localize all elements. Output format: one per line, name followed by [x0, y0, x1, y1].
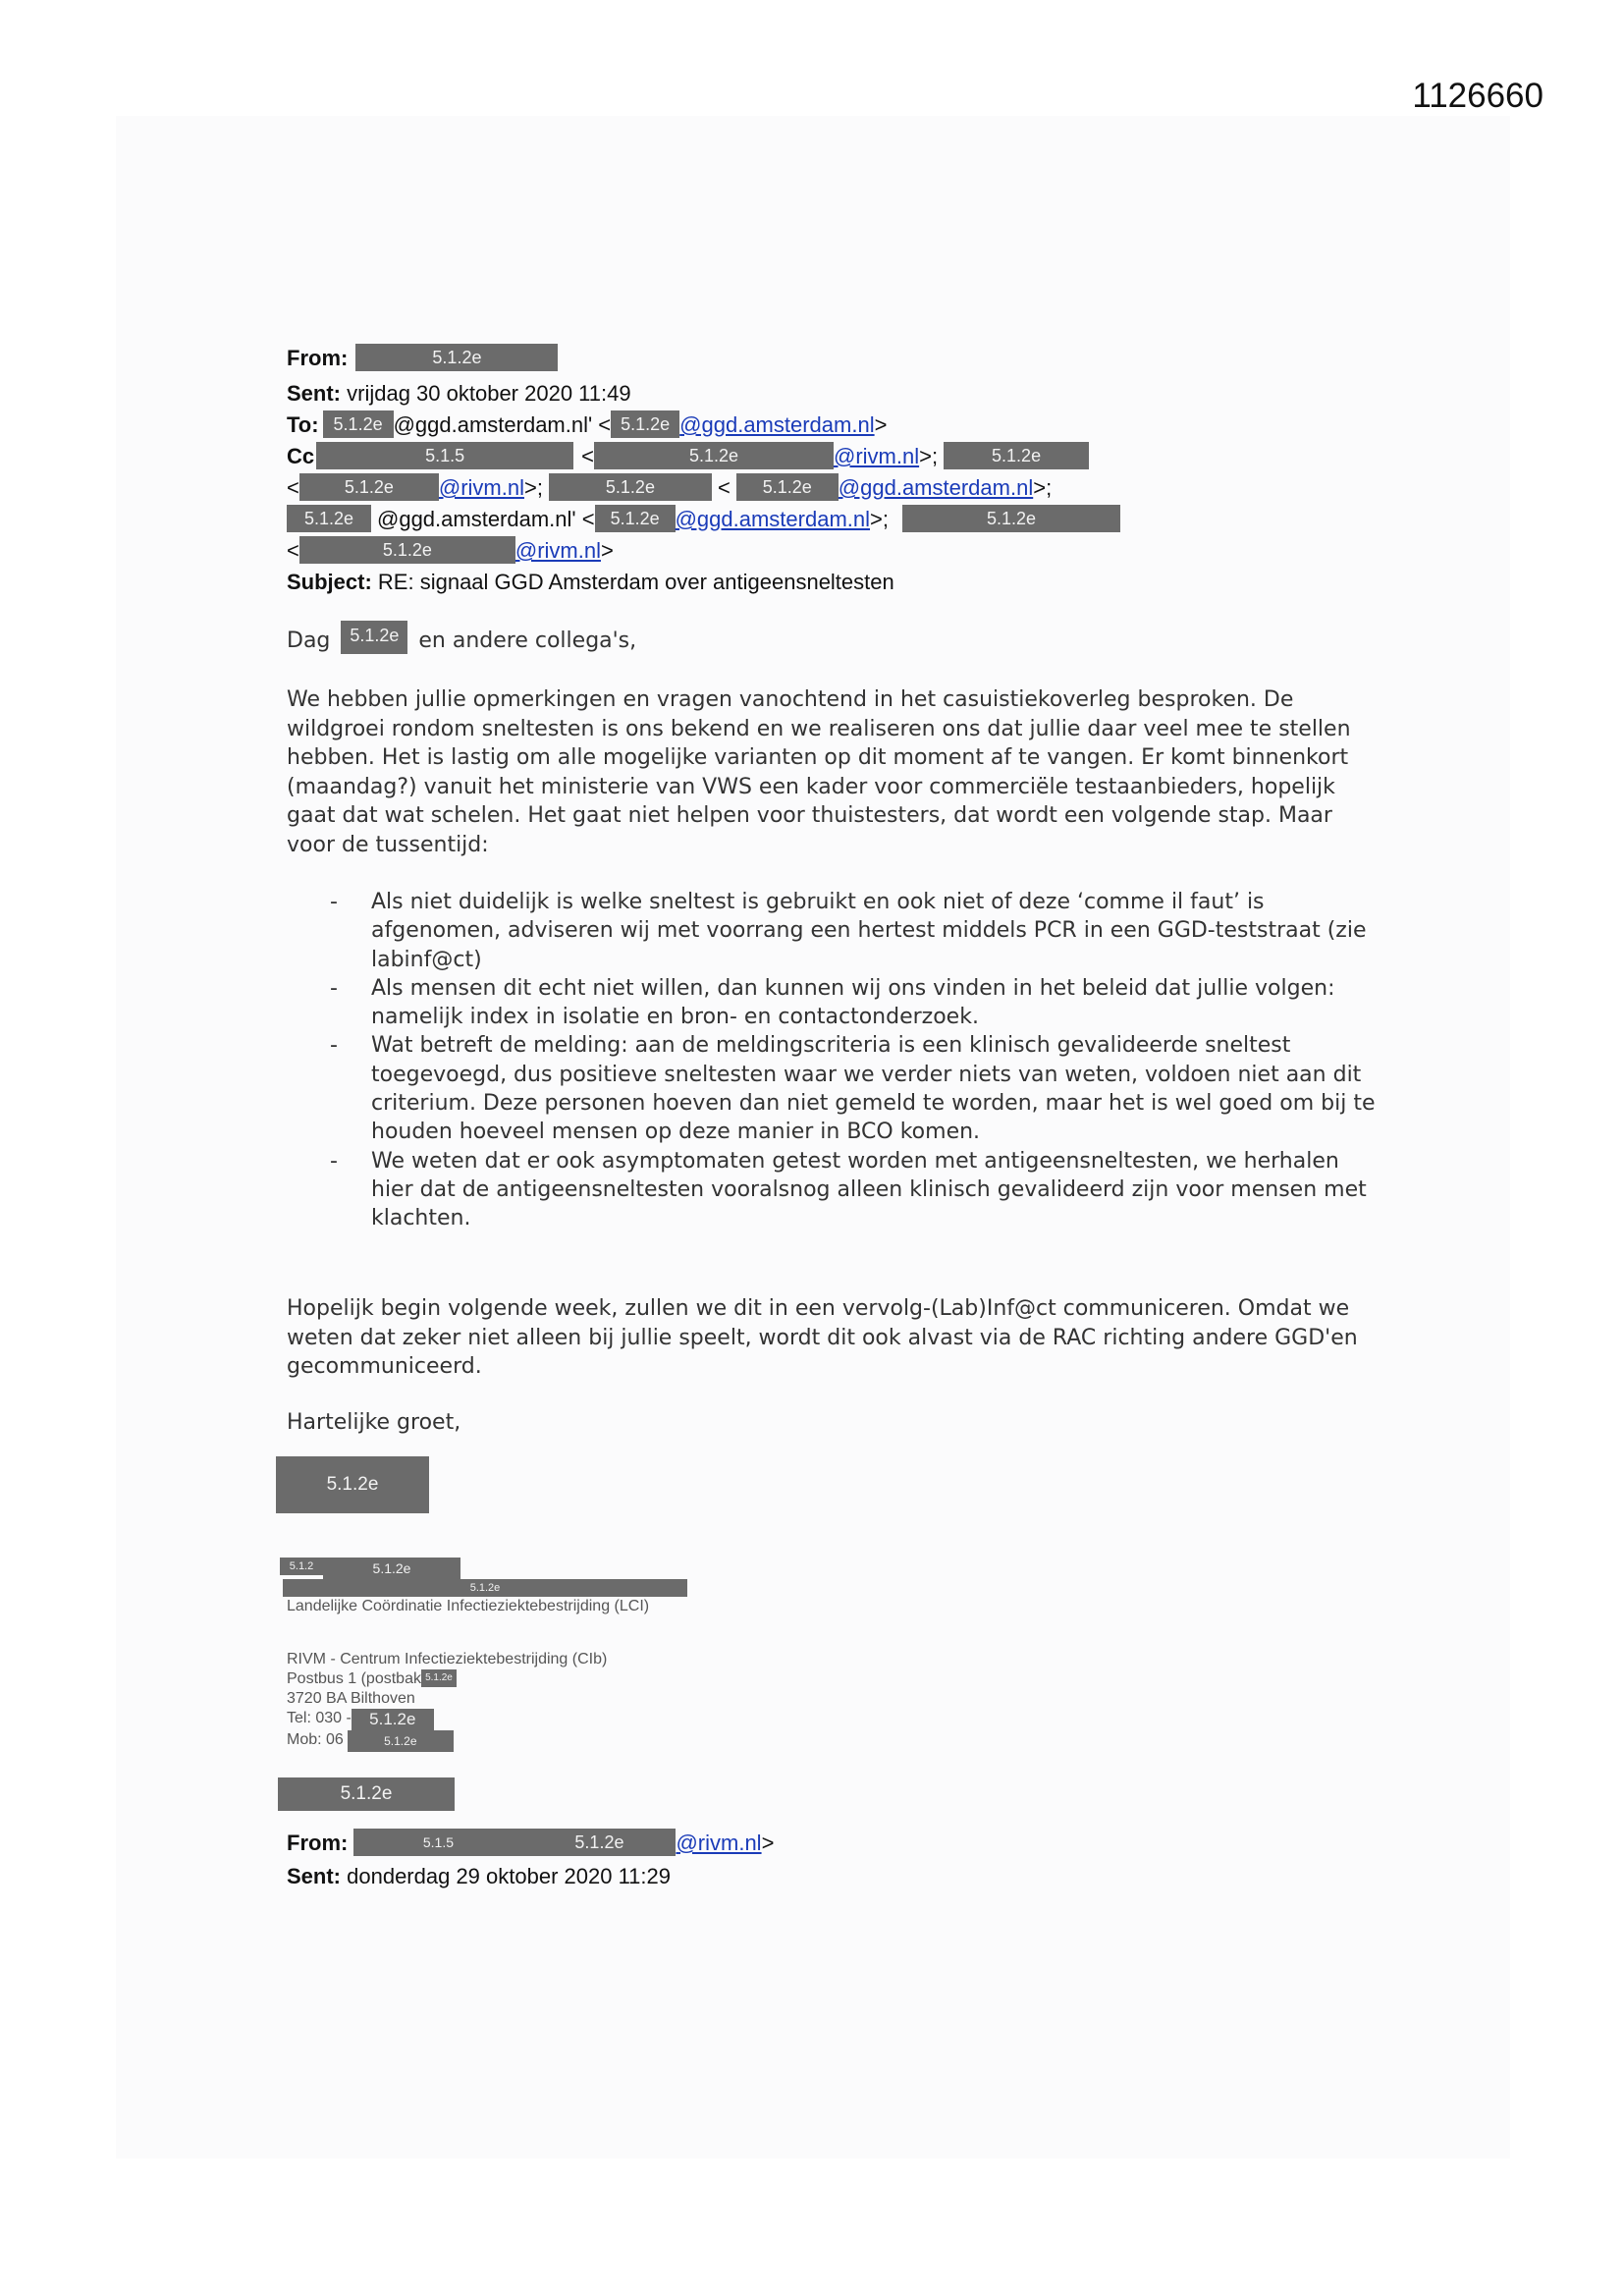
list-item	[287, 888, 1377, 974]
bullet-dash: -	[330, 975, 338, 1001]
redaction-box: 5.1.2e	[611, 410, 679, 438]
greeting-start: Dag	[287, 629, 331, 653]
redaction-box: 5.1.2e	[522, 1829, 676, 1856]
email-link[interactable]: @rivm.nl	[514, 538, 601, 563]
quoted-from-label: From:	[287, 1831, 349, 1855]
separator: >;	[1033, 475, 1053, 500]
sent-line	[287, 379, 631, 409]
redaction-box: 5.1.2	[280, 1558, 323, 1575]
email-link[interactable]: @ggd.amsterdam.nl	[838, 475, 1034, 500]
to-line	[287, 410, 887, 440]
signature-mob	[287, 1730, 454, 1752]
bracket-open: <	[717, 475, 731, 500]
redaction-box: 5.1.2e	[549, 473, 712, 501]
email-link[interactable]: @ggd.amsterdam.nl	[679, 412, 875, 437]
redaction-box: 5.1.2e	[283, 1579, 687, 1597]
redaction-box: 5.1.2e	[902, 505, 1120, 532]
signature-tel	[287, 1709, 434, 1730]
redaction-box: 5.1.2e	[276, 1456, 429, 1513]
redaction-box: 5.1.2e	[944, 442, 1089, 469]
bullet-text: Wat betreft de melding: aan de meldingscriteria is een klinisch gevalideerde sneltest toegevoegd, dus positieve sneltesten waar we verder niets van weten, voldoen niet aan dit criterium. Deze personen hoeven dan niet gemeld te worden, maar het is wel goed om bij te houden hoeveel mensen op deze manier in BCO komen.	[371, 1033, 1376, 1145]
bullet-dash: -	[330, 1033, 338, 1059]
greeting-end: en andere collega's,	[418, 629, 637, 653]
sent-label: Sent:	[287, 381, 341, 406]
bullet-text: We weten dat er ook asymptomaten getest worden met antigeensneltesten, we herhalen hier dat de antigeensneltesten vooralsnog alleen klinisch gevalideerd zijn voor mensen met klachten.	[371, 1148, 1367, 1231]
redaction-box: 5.1.2e	[594, 442, 834, 469]
quoted-from-line	[287, 1829, 774, 1858]
redaction-box: 5.1.2e	[278, 1777, 455, 1811]
quoted-sent-label: Sent:	[287, 1864, 341, 1888]
email-link[interactable]: @rivm.nl	[438, 475, 524, 500]
bullet-list	[287, 888, 1377, 1233]
redaction-box: 5.1.2e	[299, 473, 439, 501]
subject-value: RE: signaal GGD Amsterdam over antigeensneltesten	[377, 570, 894, 594]
redaction-box: 5.1.5	[316, 442, 573, 469]
redaction-box: 5.1.2e	[287, 505, 371, 532]
redaction-box: 5.1.2e	[348, 1730, 454, 1752]
cc-line-4	[287, 536, 614, 566]
separator: >;	[919, 444, 939, 468]
to-address-text: @ggd.amsterdam.nl' <	[393, 412, 612, 437]
list-item	[287, 974, 1377, 1032]
list-item	[287, 1147, 1377, 1233]
separator: >;	[523, 475, 543, 500]
bullet-dash: -	[330, 890, 338, 914]
redaction-box: 5.1.2e	[595, 505, 676, 532]
email-link[interactable]: @ggd.amsterdam.nl	[675, 507, 871, 531]
from-label: From:	[287, 346, 349, 370]
cc-line-2	[287, 473, 1052, 503]
redaction-box: 5.1.2e	[736, 473, 839, 501]
bracket-close: >	[761, 1831, 775, 1855]
cc-line-1	[287, 442, 1089, 471]
cc-line-3	[287, 505, 1120, 534]
email-link[interactable]: @rivm.nl	[676, 1831, 762, 1855]
postbus-text: Postbus 1 (postbak	[287, 1670, 421, 1687]
signature-city: 3720 BA Bilthoven	[287, 1690, 415, 1707]
address-text: @ggd.amsterdam.nl' <	[377, 507, 595, 531]
bullet-dash: -	[330, 1148, 338, 1174]
mob-text: Mob: 06	[287, 1731, 344, 1748]
paragraph-1-text: We hebben jullie opmerkingen en vragen vanochtend in het casuistiekoverleg besproken. De wildgroei rondom sneltesten is ons bekend en we realiseren ons dat jullie daar veel mee te stellen hebben. Het is lastig om alle mogelijke varianten op dit moment af te vangen. Er komt binnenkort (maandag?) vanuit het ministerie van VWS een kader voor commerciële testaanbieders, hopelijk gaat dat wat schelen. Het gaat niet helpen voor thuistesters, dat wordt een volgende stap. Maar voor de tussentijd:	[287, 687, 1351, 857]
paragraph-2-text: Hopelijk begin volgende week, zullen we dit in een vervolg-(Lab)Inf@ct communiceren. Omdat we weten dat zeker niet alleen bij jullie speelt, wordt dit ook alvast via de RAC richting andere GGD'en gecommuniceerd.	[287, 1296, 1358, 1379]
cc-label: Cc	[287, 444, 315, 468]
subject-label: Subject:	[287, 570, 372, 594]
redaction-box: 5.1.2e	[323, 1558, 460, 1579]
document-number: 1126660	[1412, 77, 1543, 115]
signature-organisation: RIVM - Centrum Infectieziektebestrijding (CIb)	[287, 1651, 608, 1667]
bullet-text: Als niet duidelijk is welke sneltest is gebruikt en ook niet of deze ‘comme il faut’ is afgenomen, adviseren wij met voorrang een hertest middels PCR in een GGD-teststraat (zie labinf@ct)	[371, 890, 1367, 972]
redaction-box: 5.1.2e	[299, 536, 515, 564]
bracket-close: >	[874, 412, 888, 437]
subject-line	[287, 568, 894, 597]
redaction-box: 5.1.2e	[421, 1669, 457, 1687]
separator: >;	[870, 507, 889, 531]
closing-text: Hartelijke groet,	[287, 1410, 461, 1435]
quoted-sent-line	[287, 1862, 671, 1891]
sent-value: vrijdag 30 oktober 2020 11:49	[347, 381, 631, 406]
redaction-box: 5.1.2e	[352, 1709, 434, 1730]
list-item	[287, 1031, 1377, 1146]
from-line	[287, 344, 558, 373]
to-label: To:	[287, 412, 319, 437]
signature-department: Landelijke Coördinatie Infectieziektebestrijding (LCI)	[287, 1598, 650, 1614]
bracket-open: <	[287, 538, 299, 563]
redaction-box: 5.1.5	[353, 1829, 522, 1856]
redaction-box: 5.1.2e	[341, 621, 407, 654]
email-link[interactable]: @rivm.nl	[833, 444, 920, 468]
bracket-open: <	[581, 444, 594, 468]
paragraph-2	[287, 1294, 1377, 1382]
greeting	[287, 627, 1377, 660]
bracket-open: <	[287, 475, 299, 500]
redaction-box: 5.1.2e	[323, 410, 394, 438]
signature-postbus	[287, 1669, 457, 1688]
tel-text: Tel: 030 -	[287, 1710, 352, 1726]
bullet-text: Als mensen dit echt niet willen, dan kunnen wij ons vinden in het beleid dat jullie volgen: namelijk index in isolatie en bron- en contactonderzoek.	[371, 975, 1335, 1030]
closing	[287, 1408, 1377, 1438]
bracket-close: >	[600, 538, 614, 563]
paragraph-1	[287, 685, 1377, 859]
redaction-box: 5.1.2e	[355, 344, 558, 371]
quoted-sent-value: donderdag 29 oktober 2020 11:29	[347, 1864, 671, 1888]
